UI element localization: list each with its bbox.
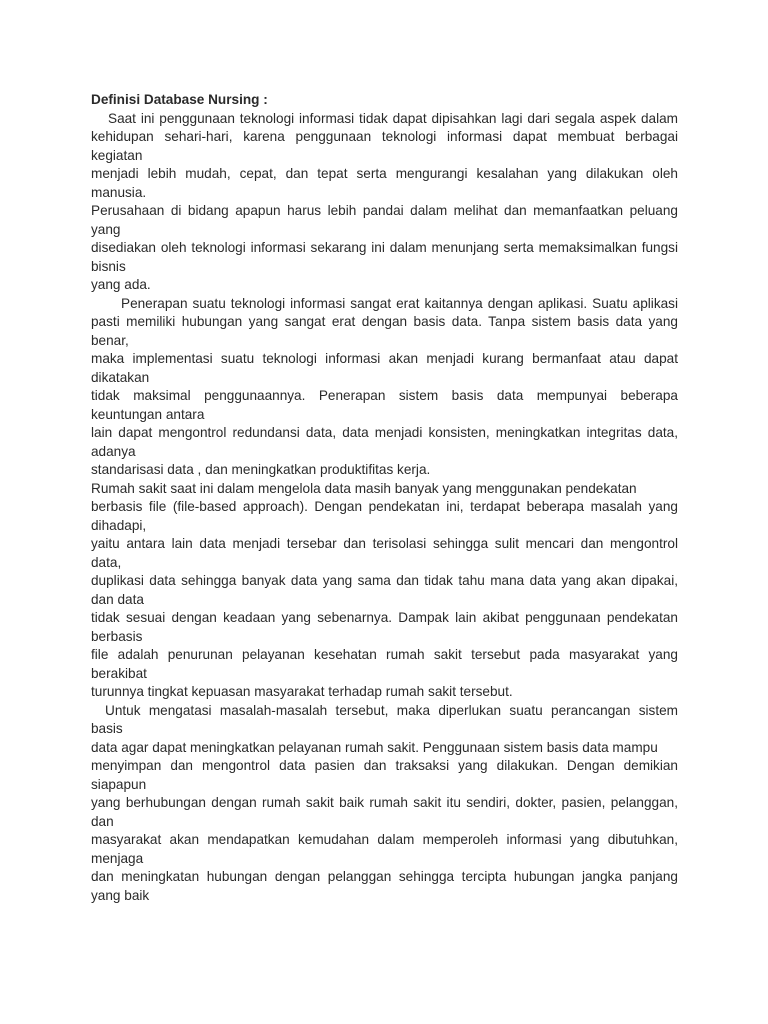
text-line: bisnis — [91, 258, 126, 274]
text-line: berbasis file (file-based approach). Dengan pendekatan ini, terdapat beberapa masalah yang — [91, 499, 678, 514]
text-line: dihadapi, — [91, 517, 147, 533]
text-line: dikatakan — [91, 369, 150, 385]
text-line: lain dapat mengontrol redundansi data, data menjadi konsisten, meningkatkan integritas data, — [91, 425, 678, 440]
text-line: pasti memiliki hubungan yang sangat erat dengan basis data. Tanpa sistem basis data yang — [91, 314, 678, 329]
text-line: dan data — [91, 591, 144, 607]
text-line: Penerapan suatu teknologi informasi sangat erat kaitannya dengan aplikasi. Suatu aplikasi — [121, 295, 678, 311]
text-line: turunnya tingkat kepuasan masyarakat terhadap rumah sakit tersebut. — [91, 684, 513, 699]
text-line: siapapun — [91, 776, 147, 792]
text-line: Saat ini penggunaan teknologi informasi tidak dapat dipisahkan lagi dari segala aspek dalam — [108, 110, 678, 126]
text-line: keuntungan antara — [91, 406, 205, 422]
document-title: Definisi Database Nursing : — [91, 92, 268, 107]
text-line: duplikasi data sehingga banyak data yang sama dan tidak tahu mana data yang akan dipakai, — [91, 573, 678, 588]
text-line: tidak sesuai dengan keadaan yang sebenarnya. Dampak lain akibat penggunaan pendekatan — [91, 610, 678, 625]
text-line: standarisasi data , dan meningkatkan produktifitas kerja. — [91, 462, 431, 477]
text-line: yang ada. — [91, 277, 151, 292]
text-line: tidak maksimal penggunaannya. Penerapan sistem basis data mempunyai beberapa — [91, 388, 678, 403]
text-line: yang — [91, 221, 121, 237]
document-body — [91, 91, 678, 905]
text-line: file adalah penurunan pelayanan kesehatan rumah sakit tersebut pada masyarakat yang — [91, 647, 678, 662]
text-line: kehidupan sehari-hari, karena penggunaan teknologi informasi dapat membuat berbagai — [91, 129, 678, 144]
text-line: Rumah sakit saat ini dalam mengelola data masih banyak yang menggunakan pendekatan — [91, 480, 637, 496]
text-line: maka implementasi suatu teknologi informasi akan menjadi kurang bermanfaat atau dapat — [91, 351, 678, 366]
text-line: masyarakat akan mendapatkan kemudahan dalam memperoleh informasi yang dibutuhkan, — [91, 832, 678, 847]
text-line: data agar dapat meningkatkan pelayanan rumah sakit. Penggunaan sistem basis data mampu — [91, 739, 658, 755]
text-line: basis — [91, 721, 123, 736]
text-line: berbasis — [91, 628, 143, 644]
text-line: Perusahaan di bidang apapun harus lebih pandai dalam melihat dan memanfaatkan peluang — [91, 203, 678, 218]
text-line: manusia. — [91, 184, 147, 200]
text-line: berakibat — [91, 665, 147, 681]
text-line: menyimpan dan mengontrol data pasien dan traksaksi yang dilakukan. Dengan demikian — [91, 758, 678, 773]
document-text — [91, 110, 678, 906]
text-line: data, — [91, 554, 122, 570]
text-line: yang berhubungan dengan rumah sakit baik rumah sakit itu sendiri, dokter, pasien, pelanggan, — [91, 795, 678, 810]
text-line: Untuk mengatasi masalah-masalah tersebut, maka diperlukan suatu perancangan sistem — [105, 702, 678, 718]
text-line: disediakan oleh teknologi informasi sekarang ini dalam menunjang serta memaksimalkan fungsi — [91, 240, 678, 255]
text-line: yang baik — [91, 887, 150, 903]
text-line: adanya — [91, 443, 136, 459]
text-line: menjaga — [91, 850, 144, 866]
text-line: kegiatan — [91, 147, 143, 163]
text-line: menjadi lebih mudah, cepat, dan tepat serta mengurangi kesalahan yang dilakukan oleh — [91, 166, 678, 181]
text-line: benar, — [91, 332, 129, 348]
text-line: dan — [91, 813, 114, 829]
text-line: yaitu antara lain data menjadi tersebar dan terisolasi sehingga sulit mencari dan mengontrol — [91, 536, 678, 551]
text-line: dan meningkatan hubungan dengan pelanggan sehingga tercipta hubungan jangka panjang — [91, 869, 678, 884]
